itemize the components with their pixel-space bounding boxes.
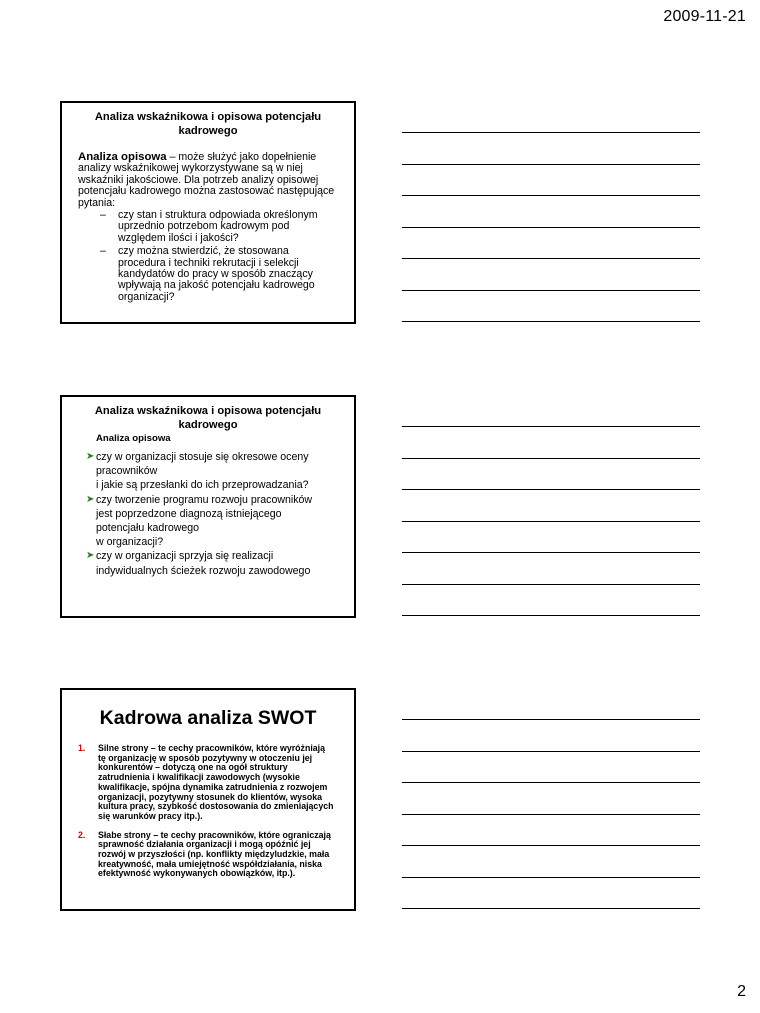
- note-line: [402, 290, 700, 291]
- list-item: [78, 744, 334, 822]
- note-line: [402, 489, 700, 490]
- page-number: 2: [737, 983, 746, 1000]
- note-line: [402, 521, 700, 522]
- page-date: 2009-11-21: [663, 8, 746, 25]
- note-line: [402, 814, 700, 815]
- note-line: [402, 458, 700, 459]
- note-line: [402, 615, 700, 616]
- bullet-line: czy w organizacji sprzyja się realizacji: [96, 550, 274, 563]
- note-line: [402, 227, 700, 228]
- note-line: [402, 719, 700, 720]
- list-number: 2.: [78, 829, 86, 840]
- note-line: [402, 782, 700, 783]
- arrow-bullet-icon: ➤: [86, 550, 95, 562]
- list-item: [88, 450, 340, 493]
- list-item: [78, 831, 334, 880]
- arrow-bullet-icon: ➤: [86, 451, 95, 462]
- slide-1: [60, 101, 356, 324]
- note-line: [402, 321, 700, 322]
- dash-bullet-icon: –: [100, 245, 106, 258]
- bullet-text: czy stan i struktura odpowiada określonym uprzednio potrzebom kadrowym pod względem ilości i jakości?: [118, 209, 318, 244]
- note-line: [402, 751, 700, 752]
- note-line: [402, 426, 700, 427]
- list-item: [78, 210, 338, 244]
- list-item: [88, 493, 340, 550]
- slide-2: [60, 395, 356, 618]
- slide-3-title: Kadrowa analiza SWOT: [99, 707, 317, 729]
- note-line: [402, 877, 700, 878]
- list-number: 1.: [78, 743, 86, 753]
- bullet-line: czy w organizacji stosuje się okresowe oceny: [96, 451, 309, 463]
- slide-2-subtitle: Analiza opisowa: [96, 433, 171, 444]
- note-line: [402, 164, 700, 165]
- note-line: [402, 132, 700, 133]
- note-line: [402, 584, 700, 585]
- bullet-line: i jakie są przesłanki do ich przeprowadzania?: [96, 479, 309, 492]
- note-line: [402, 908, 700, 909]
- slide-1-title: Analiza wskaźnikowa i opisowa potencjału kadrowego: [94, 111, 322, 137]
- bullet-line: czy tworzenie programu rozwoju pracowników: [96, 493, 313, 506]
- arrow-bullet-icon: ➤: [86, 493, 95, 505]
- slide-1-intro: [78, 152, 338, 209]
- list-item-text: Słabe strony – te cechy pracowników, które ograniczają sprawność działania organizacji i mogą opóźnić jej rozwój w przyszłości (np. konflikty międzyludzkie, mała kreatywność, mała umiejętność współdziałania, niska efektywność wykonywanych obowiązków, itp.).: [98, 829, 331, 879]
- note-line: [402, 845, 700, 846]
- note-line: [402, 195, 700, 196]
- note-line: [402, 258, 700, 259]
- note-line: [402, 552, 700, 553]
- bullet-line: potencjału kadrowego: [96, 522, 200, 535]
- slide-1-intro-text: – może służyć jako dopełnienie analizy wskaźnikowej wykorzystywane są w niej wskaźniki jakościowe. Dla potrzeb analizy opisowej potencjału kadrowego można zastosować następujące pytania:: [78, 151, 335, 209]
- slide-2-bullets: [88, 450, 340, 578]
- bullet-line: pracowników: [96, 465, 158, 478]
- bullet-line: indywidualnych ścieżek rozwoju zawodowego: [96, 564, 311, 577]
- list-item-text: Silne strony – te cechy pracowników, które wyróżniają tę organizację w sposób pozytywny w otoczeniu jej konkurentów – dotyczą one na ogół struktury zatrudnienia i kwalifikacji zawodowych (wysokie kwalifikacje, spójna dynamika zatrudnienia z rozwojem organizacji, pozytywny stosunek do klientów, wysoka kultura pracy, szybkość dostosowania do zmieniających się warunków pracy itp.).: [98, 743, 334, 821]
- list-item: [88, 549, 340, 577]
- list-item: [78, 246, 338, 303]
- slide-1-lead: Analiza opisowa: [78, 151, 167, 163]
- slide-3-list: [78, 744, 334, 879]
- bullet-line: jest poprzedzone diagnozą istniejącego: [96, 507, 282, 520]
- bullet-line: w organizacji?: [96, 536, 164, 549]
- dash-bullet-icon: –: [100, 209, 106, 222]
- slide-3: [60, 688, 356, 911]
- slide-2-title: Analiza wskaźnikowa i opisowa potencjału kadrowego: [94, 405, 322, 431]
- slide-1-body: [78, 152, 338, 303]
- bullet-text: czy można stwierdzić, że stosowana procedura i techniki rekrutacji i selekcji kandydatów do pracy w sposób znaczący wpływają na jakość potencjału kadrowego organizacji?: [118, 245, 315, 303]
- slide-1-bullets: [78, 210, 338, 303]
